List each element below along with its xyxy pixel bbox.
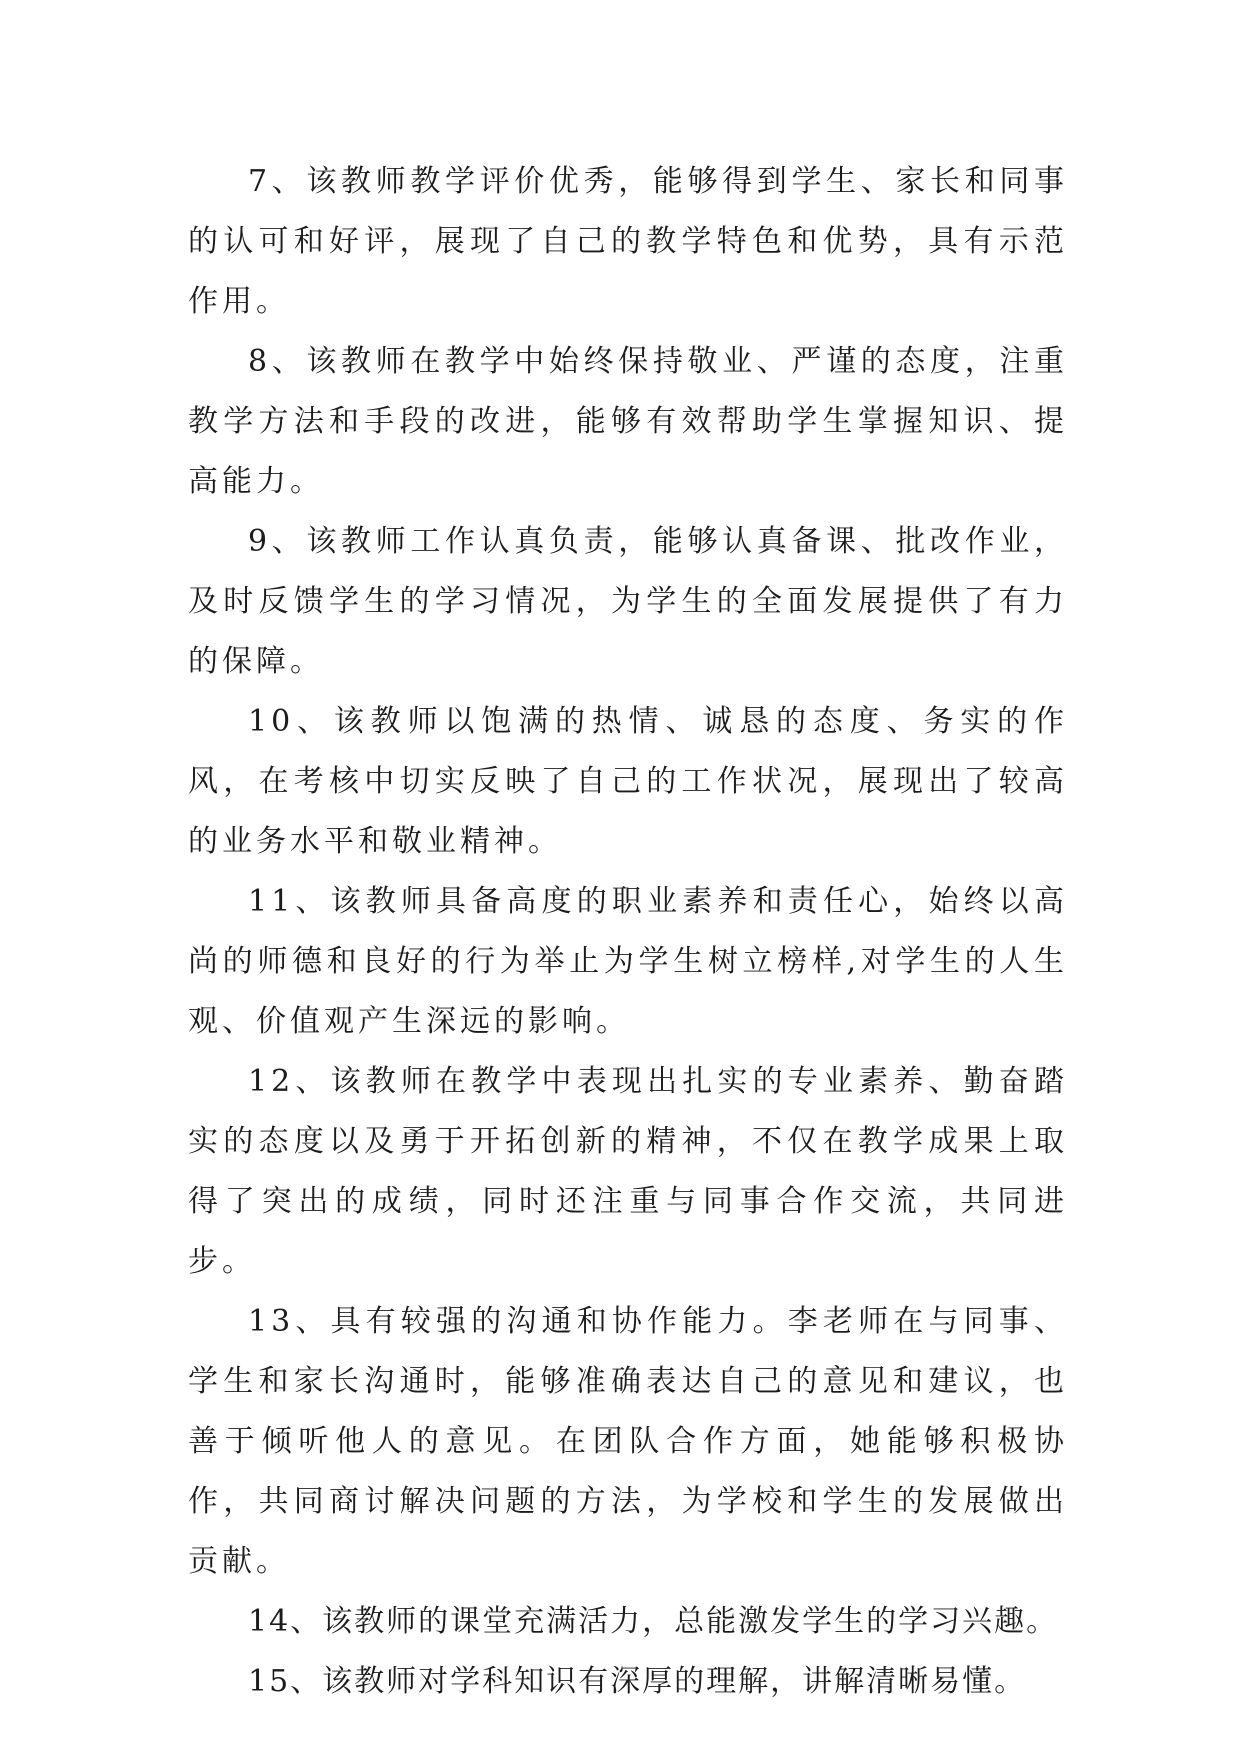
paragraph-8: 8、该教师在教学中始终保持敬业、严谨的态度，注重教学方法和手段的改进，能够有效帮助学生掌握知识、提高能力。: [188, 344, 1068, 499]
document-body: [188, 152, 1068, 1712]
paragraph-7: 7、该教师教学评价优秀，能够得到学生、家长和同事的认可和好评，展现了自己的教学特色和优势，具有示范作用。: [188, 164, 1068, 319]
paragraph-10: 10、该教师以饱满的热情、诚恳的态度、务实的作风，在考核中切实反映了自己的工作状况，展现出了较高的业务水平和敬业精神。: [188, 704, 1068, 859]
paragraph-9: 9、该教师工作认真负责，能够认真备课、批改作业，及时反馈学生的学习情况，为学生的全面发展提供了有力的保障。: [188, 524, 1068, 679]
paragraph-12: 12、该教师在教学中表现出扎实的专业素养、勤奋踏实的态度以及勇于开拓创新的精神，不仅在教学成果上取得了突出的成绩，同时还注重与同事合作交流，共同进步。: [188, 1064, 1068, 1279]
paragraph-14: 14、该教师的课堂充满活力，总能激发学生的学习兴趣。: [248, 1604, 1059, 1639]
paragraph-15: 15、该教师对学科知识有深厚的理解，讲解清晰易懂。: [248, 1664, 1027, 1699]
paragraph-11: 11、该教师具备高度的职业素养和责任心，始终以高尚的师德和良好的行为举止为学生树立榜样,对学生的人生观、价值观产生深远的影响。: [188, 884, 1068, 1039]
paragraph-13: 13、具有较强的沟通和协作能力。李老师在与同事、学生和家长沟通时，能够准确表达自己的意见和建议，也善于倾听他人的意见。在团队合作方面，她能够积极协作，共同商讨解决问题的方法，为学校和学生的发展做出贡献。: [188, 1304, 1068, 1579]
